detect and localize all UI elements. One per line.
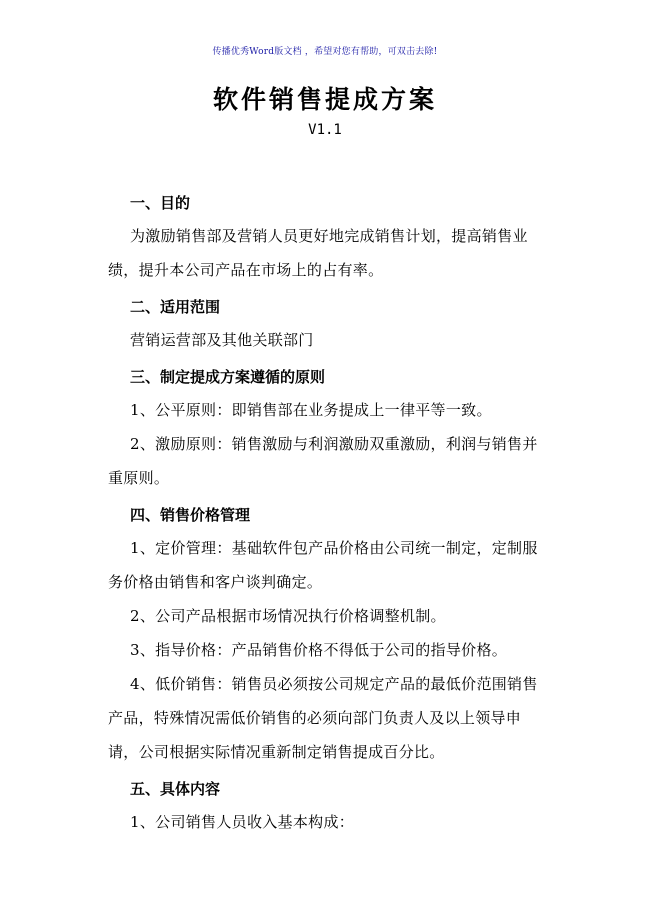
document-title: 软件销售提成方案 (212, 85, 437, 114)
paragraph: 1、公司销售人员收入基本构成： (130, 813, 355, 831)
section-heading-scope: 二、适用范围 (130, 298, 221, 316)
paragraph: 营销运营部及其他关联部门 (130, 331, 314, 349)
header-note: 传播优秀Word版文档 ，希望对您有帮助，可双击去除! (212, 47, 438, 57)
section-heading-price-management: 四、销售价格管理 (130, 506, 251, 524)
section-heading-principles: 三、制定提成方案遵循的原则 (130, 368, 326, 386)
document-body (108, 183, 548, 839)
paragraph: 4、低价销售：销售员必须按公司规定产品的最低价范围销售产品，特殊情况需低价销售的必须向部门负责人及以上领导申请，公司根据实际情况重新制定销售提成百分比。 (108, 675, 538, 761)
paragraph: 为激励销售部及营销人员更好地完成销售计划，提高销售业绩，提升本公司产品在市场上的占有率。 (108, 227, 528, 279)
paragraph: 1、公平原则：即销售部在业务提成上一律平等一致。 (130, 401, 492, 419)
paragraph: 3、指导价格：产品销售价格不得低于公司的指导价格。 (130, 641, 508, 659)
document-version: V1.1 (308, 122, 342, 138)
paragraph: 2、激励原则：销售激励与利润激励双重激励，利润与销售并重原则。 (108, 435, 538, 487)
paragraph: 1、定价管理：基础软件包产品价格由公司统一制定，定制服务价格由销售和客户谈判确定。 (108, 539, 538, 591)
paragraph: 2、公司产品根据市场情况执行价格调整机制。 (130, 607, 446, 625)
section-heading-details: 五、具体内容 (130, 780, 221, 798)
section-heading-purpose: 一、目的 (130, 194, 191, 212)
